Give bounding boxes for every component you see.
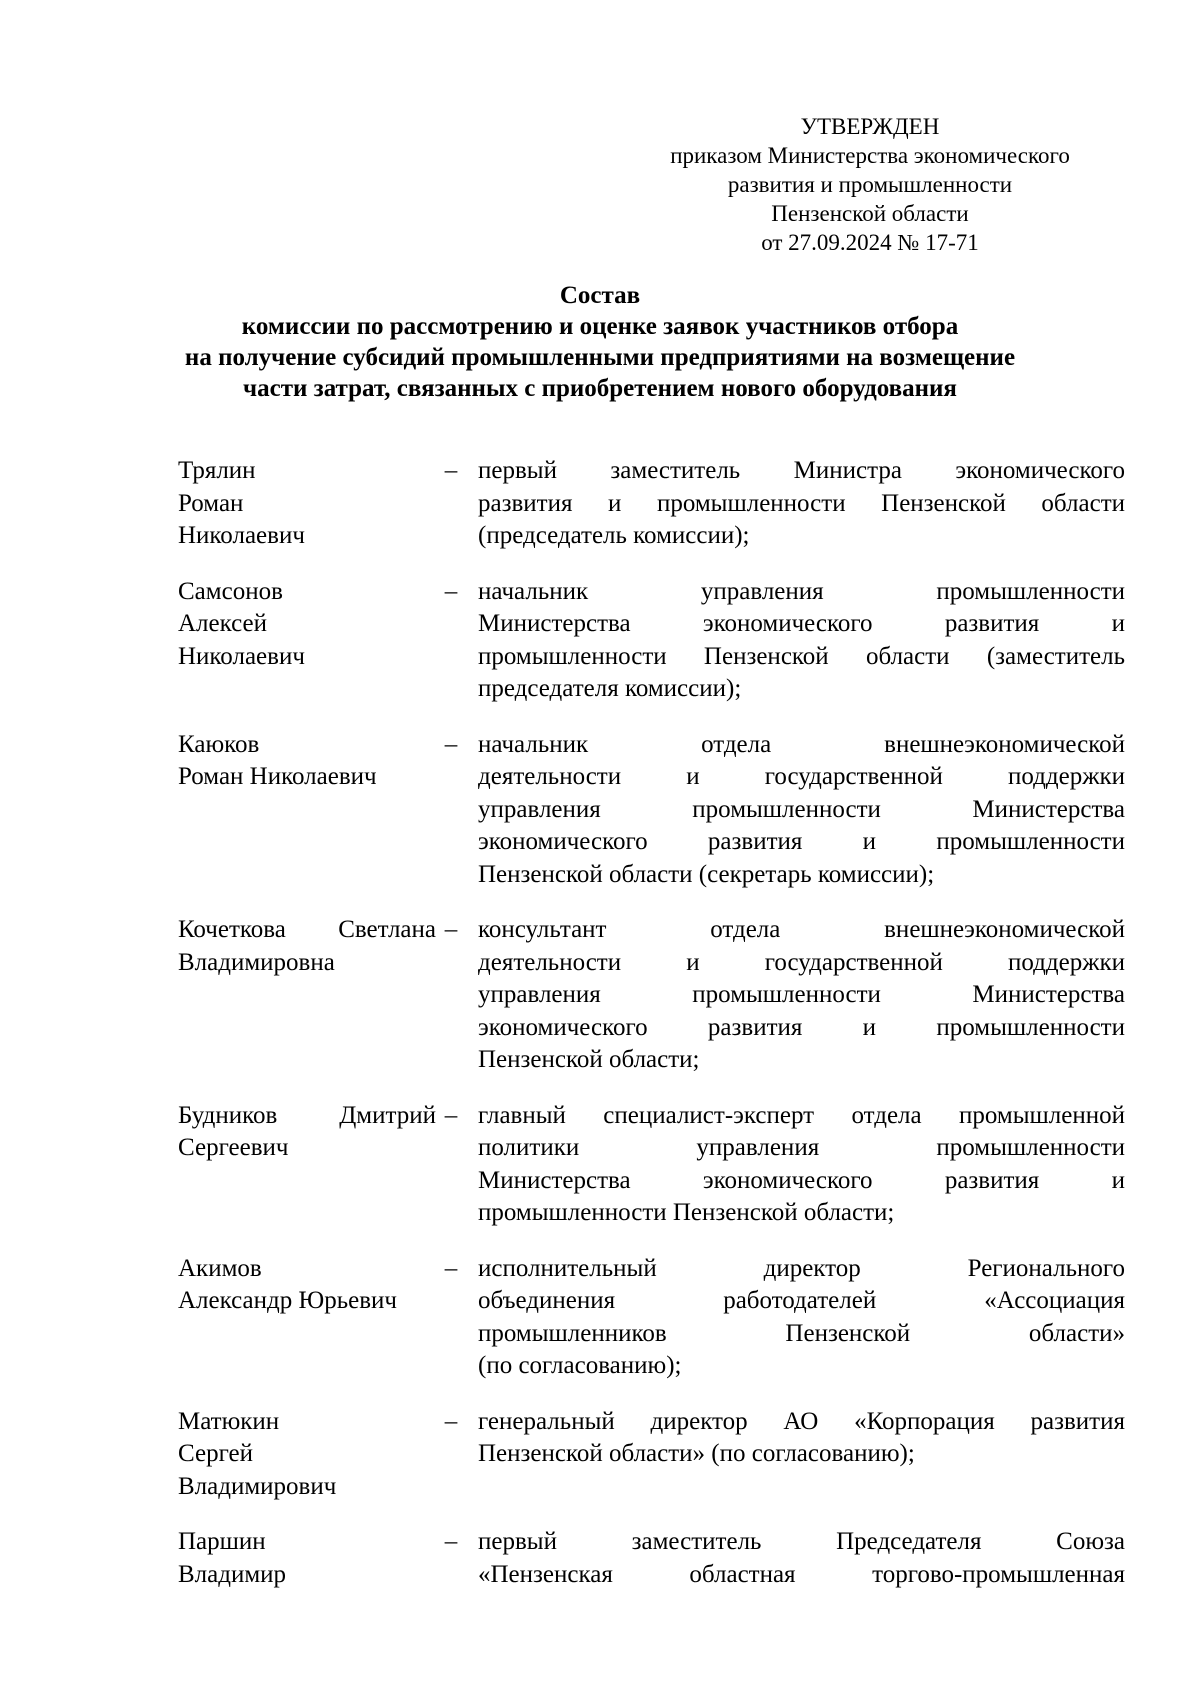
member-name-line: Паршин — [178, 1528, 266, 1555]
member-role-line: объединения работодателей «Ассоциация — [478, 1287, 1125, 1314]
member-role-line: (по согласованию); — [478, 1352, 682, 1379]
member-role-line: консультант отдела внешнеэкономической — [478, 916, 1125, 943]
member-name-line: Роман — [178, 489, 244, 517]
member-role-line: генеральный директор АО «Корпорация развития — [478, 1407, 1125, 1435]
member-role-line: деятельности и государственной поддержки — [478, 948, 1125, 976]
member-entry — [178, 1526, 1125, 1591]
title-line: на получение субсидий промышленными предприятиями на возмещение — [184, 344, 1016, 371]
member-dash: – — [444, 730, 458, 758]
member-role — [478, 576, 1125, 706]
member-role-line: председателя комиссии); — [478, 675, 742, 702]
approval-date-number: от 27.09.2024 № 17-71 — [761, 230, 979, 255]
member-dash: – — [444, 1528, 458, 1555]
commission-members-list — [178, 455, 1125, 1614]
member-name-line: Алексей — [178, 610, 268, 637]
member-name — [178, 576, 436, 706]
member-entry — [178, 914, 1125, 1077]
member-role-line: Пензенской области; — [478, 1046, 700, 1073]
approval-heading: УТВЕРЖДЕН — [800, 114, 940, 139]
member-name — [178, 914, 436, 1077]
member-name-line: Каюков — [178, 730, 260, 758]
title-line: комиссии по рассмотрению и оценке заявок участников отбора — [241, 313, 959, 340]
member-name — [178, 1406, 436, 1504]
member-role — [478, 1406, 1125, 1504]
member-name-line: Сергеевич — [178, 1134, 289, 1161]
member-name — [178, 1253, 436, 1383]
member-name — [178, 455, 436, 553]
member-name-line: Владимировна — [178, 948, 335, 976]
member-role-line: промышленности Пензенской области (заместитель — [478, 642, 1125, 670]
member-role-line: первый заместитель Министра экономического — [478, 457, 1125, 484]
member-name-line: Акимов — [178, 1254, 262, 1282]
member-role — [478, 455, 1125, 553]
member-role-line: управления промышленности Министерства — [478, 795, 1125, 823]
member-role-line: Пензенской области (секретарь комиссии); — [478, 860, 935, 888]
member-name-line: Владимирович — [178, 1472, 337, 1500]
member-role — [478, 914, 1125, 1077]
member-name-line: Николаевич — [178, 522, 305, 549]
member-name-line: Матюкин — [178, 1407, 280, 1435]
member-role-line: деятельности и государственной поддержки — [478, 763, 1125, 790]
member-dash: – — [444, 1254, 458, 1282]
member-dash: – — [444, 916, 458, 943]
member-role-line: развития и промышленности Пензенской области — [478, 489, 1125, 517]
member-role-line: управления промышленности Министерства — [478, 981, 1125, 1008]
member-role-line: экономического развития и промышленности — [478, 828, 1125, 855]
approval-block — [640, 112, 1100, 257]
member-role-line: начальник управления промышленности — [478, 577, 1125, 605]
member-role-line: начальник отдела внешнеэкономической — [478, 730, 1125, 758]
member-entry — [178, 576, 1125, 706]
member-name-line: Александр Юрьевич — [178, 1287, 397, 1314]
member-name-line: Будников Дмитрий — [178, 1101, 436, 1129]
member-role-line: политики управления промышленности — [478, 1134, 1125, 1161]
member-role-line: экономического развития и промышленности — [478, 1013, 1125, 1041]
member-entry — [178, 1406, 1125, 1504]
member-name-line: Сергей — [178, 1440, 253, 1467]
member-name — [178, 1100, 436, 1230]
member-dash: – — [444, 577, 458, 605]
member-role-line: «Пензенская областная торгово-промышленная — [478, 1560, 1125, 1588]
member-name-line: Николаевич — [178, 642, 305, 670]
member-name-line: Кочеткова Светлана — [178, 916, 436, 943]
member-role-line: исполнительный директор Регионального — [478, 1254, 1125, 1282]
approval-order-line: приказом Министерства экономического — [670, 143, 1070, 168]
member-dash: – — [444, 1407, 458, 1435]
member-role-line: главный специалист-эксперт отдела промышленной — [478, 1101, 1125, 1129]
member-name — [178, 1526, 436, 1591]
member-name — [178, 729, 436, 892]
member-role — [478, 729, 1125, 892]
member-name-line: Владимир — [178, 1560, 287, 1588]
approval-region-line: Пензенской области — [771, 201, 969, 226]
document-title — [120, 280, 1080, 404]
approval-ministry-line: развития и промышленности — [727, 172, 1013, 197]
member-name-line: Трялин — [178, 457, 256, 484]
member-role-line: Министерства экономического развития и — [478, 610, 1125, 637]
member-entry — [178, 729, 1125, 892]
member-role-line: (председатель комиссии); — [478, 522, 750, 549]
member-entry — [178, 1100, 1125, 1230]
member-role-line: промышленности Пензенской области; — [478, 1199, 895, 1226]
member-dash: – — [444, 1101, 458, 1129]
member-role — [478, 1100, 1125, 1230]
member-name-line: Роман Николаевич — [178, 763, 377, 790]
member-role-line: первый заместитель Председателя Союза — [478, 1528, 1125, 1555]
member-role-line: Пензенской области» (по согласованию); — [478, 1440, 915, 1467]
title-line: части затрат, связанных с приобретением нового оборудования — [243, 375, 957, 402]
member-name-line: Самсонов — [178, 577, 283, 605]
member-role-line: промышленников Пензенской области» — [478, 1319, 1125, 1347]
member-role — [478, 1526, 1125, 1591]
member-entry — [178, 455, 1125, 553]
member-role-line: Министерства экономического развития и — [478, 1166, 1125, 1194]
member-role — [478, 1253, 1125, 1383]
member-entry — [178, 1253, 1125, 1383]
member-dash: – — [444, 457, 458, 484]
title-line: Состав — [559, 282, 641, 309]
